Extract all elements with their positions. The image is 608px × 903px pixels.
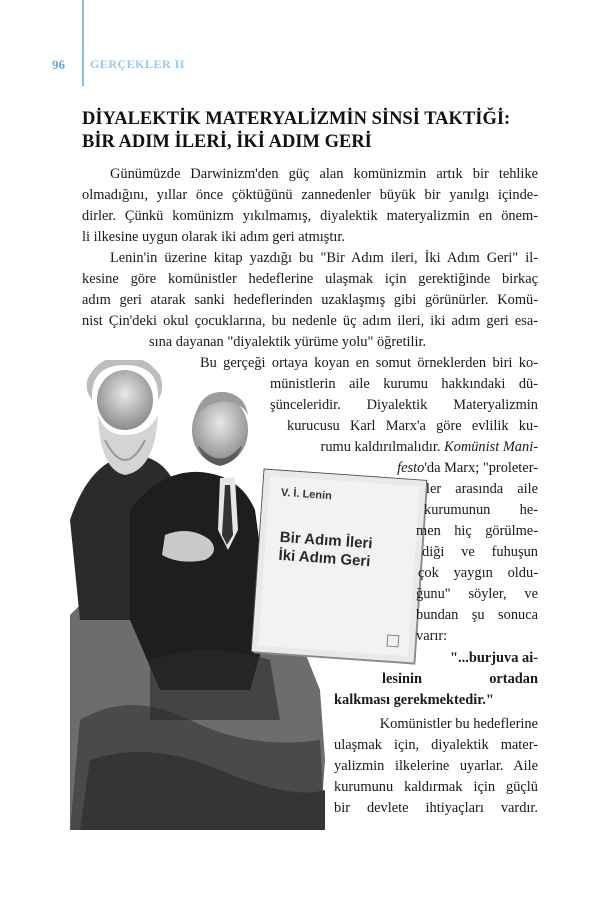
- p3-line: ğunu" söyler, ve: [416, 586, 538, 602]
- section-title-line-2: BİR ADIM İLERİ, İKİ ADIM GERİ: [82, 132, 372, 152]
- quote-line: kalkması gerekmektedir.": [334, 692, 494, 708]
- p1-line: olmadığını, yıllar önce çöktüğünü zannedenler büyük bir yanılgı içinde-: [82, 187, 538, 203]
- book-author: V. İ. Lenin: [280, 486, 333, 503]
- p3-line: festo'da Marx; "proleter-: [397, 460, 538, 476]
- p3-line: ler arasında aile: [426, 481, 538, 497]
- p2-line: sına dayanan "diyalektik yürüme yolu" öğretilir.: [149, 334, 427, 350]
- section-title-line-1: DİYALEKTİK MATERYALİZMİN SİNSİ TAKTİĞİ:: [82, 109, 511, 129]
- p3-line: Bu gerçeği ortaya koyan en somut örneklerden biri ko-: [200, 355, 538, 371]
- header-rule: [82, 0, 84, 86]
- quote-line: lesinin ortadan: [382, 671, 538, 687]
- quote-line: "...burjuva ai-: [450, 650, 538, 666]
- p3-line: varır:: [416, 628, 448, 644]
- book-title-line-2: İki Adım Geri: [278, 546, 371, 571]
- p2-line: Lenin'in üzerine kitap yazdığı bu "Bir Adım ileri, İki Adım Geri" il-: [110, 250, 538, 266]
- p1-line: dirler. Çünkü komünizm yıkılmamış, diyalektik materyalizmin en önem-: [82, 208, 538, 224]
- p2-line: kesine göre komünistler hedeflerine ulaşmak için gerektiğinde birkaç: [82, 271, 538, 287]
- p1-line: Günümüzde Darwinizm'den güç alan komünizmin artık bir tehlike: [110, 166, 538, 182]
- p4-line: kurumunu kaldırmak için güçlü: [334, 779, 538, 795]
- book-cover: [252, 470, 426, 663]
- p3-line: şünceleridir. Diyalektik Materyalizmin: [270, 397, 538, 413]
- book-publisher-mark: [386, 635, 399, 648]
- section-title: [82, 108, 542, 154]
- p2-line: nist Çin'deki okul çocuklarına, bu nedenle üç adım ileri, iki adım geri esa-: [82, 313, 538, 329]
- p3-line: diği ve fuhuşun: [422, 544, 538, 560]
- p4-line: Komünistler bu hedeflerine: [379, 716, 538, 732]
- p3-line: kurucusu Karl Marx'a göre evlilik ku-: [287, 418, 538, 434]
- page-number: 96: [52, 57, 65, 72]
- p4-line: bir devlete ihtiyaçları vardır.: [334, 800, 538, 816]
- p3-line: çok yaygın oldu-: [418, 565, 538, 581]
- p3-line: bundan şu sonuca: [416, 607, 538, 623]
- p3-line: men hiç görülme-: [416, 523, 538, 539]
- p2-line: adım geri atarak sanki hedeflerinden uzaklaşmış gibi görünürler. Komü-: [82, 292, 538, 308]
- running-head: GERÇEKLER II: [90, 57, 186, 71]
- p1-line: li ilkesine uygun olarak iki adım geri atmıştır.: [82, 229, 345, 245]
- book-title-line-1: Bir Adım İleri: [279, 528, 374, 553]
- p3-line: münistlerin aile kurumu hakkındaki dü-: [270, 376, 538, 392]
- p3-line: kurumunun he-: [424, 502, 538, 518]
- p3-line: rumu kaldırılmalıdır. Komünist Mani-: [320, 439, 538, 455]
- p4-line: ulaşmak için, diyalektik mater-: [334, 737, 538, 753]
- p4-line: yalizmin ilkelerine uyarlar. Aile: [334, 758, 538, 774]
